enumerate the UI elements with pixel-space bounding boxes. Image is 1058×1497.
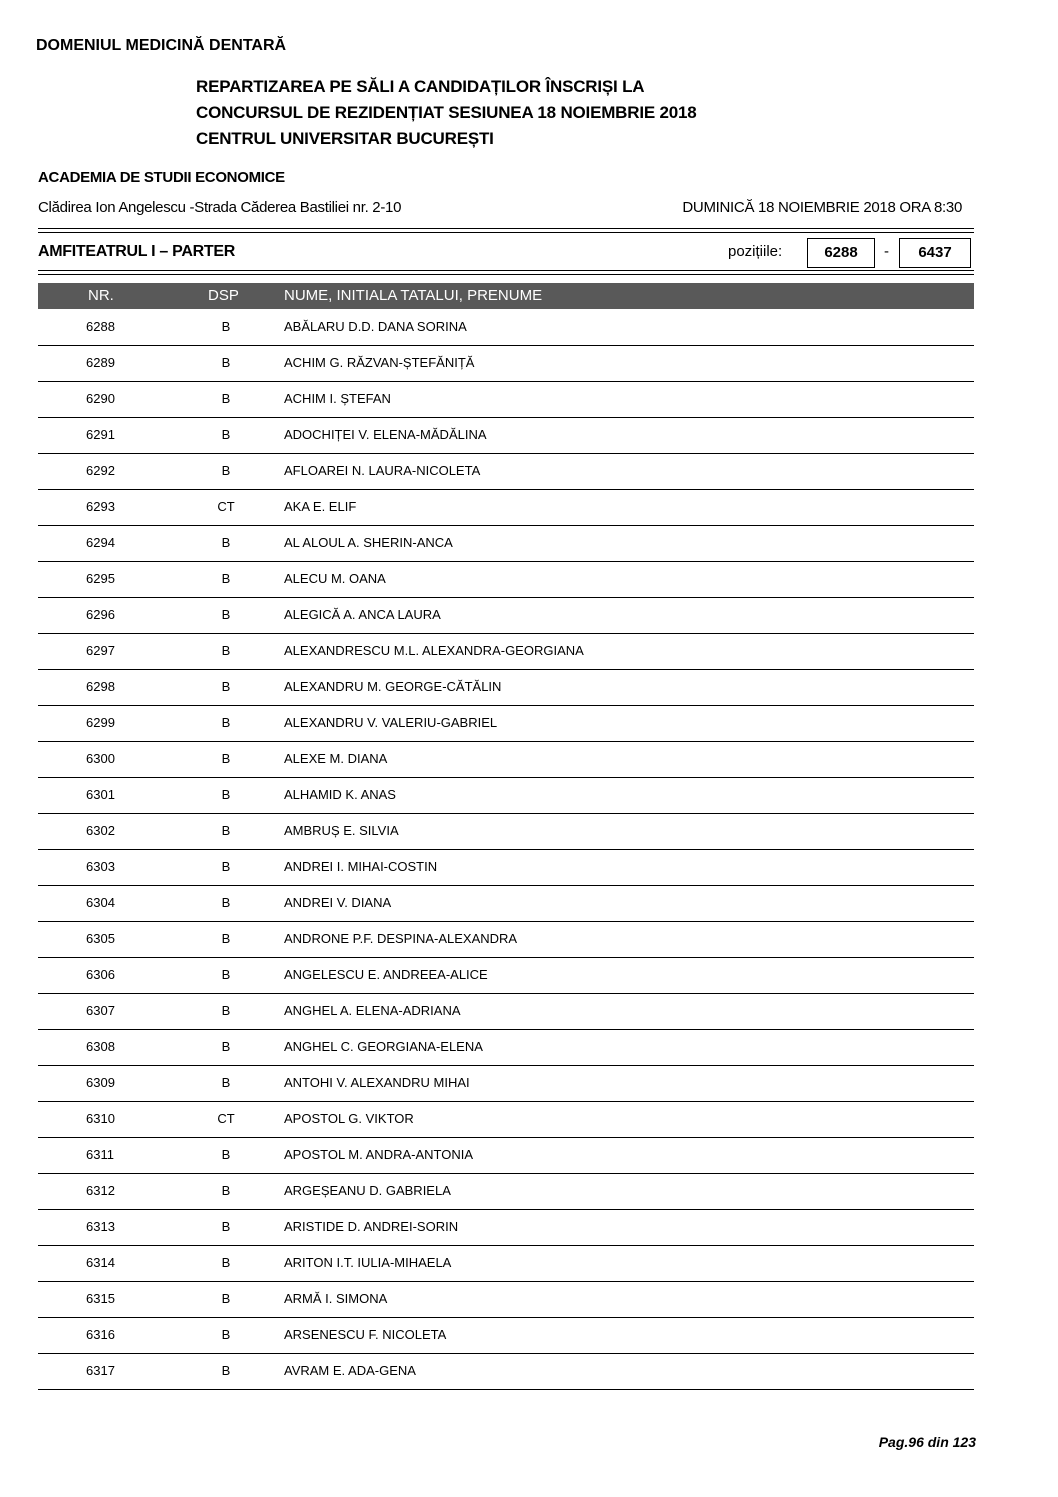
cell-nr: 6296	[86, 607, 115, 622]
divider	[38, 228, 974, 229]
cell-name: AVRAM E. ADA-GENA	[284, 1363, 416, 1378]
cell-nr: 6301	[86, 787, 115, 802]
table-row	[38, 1317, 974, 1354]
table-row	[38, 381, 974, 418]
cell-dsp: B	[221, 1147, 231, 1162]
cell-nr: 6291	[86, 427, 115, 442]
cell-name: ANGHEL C. GEORGIANA-ELENA	[284, 1039, 483, 1054]
table-row	[38, 309, 974, 346]
cell-dsp: B	[221, 1327, 231, 1342]
table-row	[38, 885, 974, 922]
cell-nr: 6305	[86, 931, 115, 946]
table-row	[38, 705, 974, 742]
position-to: 6437	[899, 238, 971, 268]
cell-dsp: B	[221, 931, 231, 946]
cell-nr: 6307	[86, 1003, 115, 1018]
cell-dsp: B	[221, 859, 231, 874]
cell-name: ACHIM G. RĂZVAN-ȘTEFĂNIȚĂ	[284, 355, 475, 370]
cell-dsp: B	[221, 1183, 231, 1198]
cell-name: ARSENESCU F. NICOLETA	[284, 1327, 447, 1342]
cell-nr: 6309	[86, 1075, 115, 1090]
position-from: 6288	[807, 238, 875, 268]
cell-nr: 6292	[86, 463, 115, 478]
cell-name: ANDRONE P.F. DESPINA-ALEXANDRA	[284, 931, 518, 946]
cell-dsp: B	[221, 535, 231, 550]
table-row	[38, 597, 974, 634]
cell-nr: 6314	[86, 1255, 115, 1270]
cell-nr: 6294	[86, 535, 115, 550]
divider	[38, 232, 974, 233]
column-header-name: NUME, INITIALA TATALUI, PRENUME	[284, 287, 543, 304]
cell-nr: 6313	[86, 1219, 115, 1234]
cell-nr: 6300	[86, 751, 115, 766]
table-row	[38, 489, 974, 526]
cell-dsp: B	[221, 967, 231, 982]
table-row	[38, 1173, 974, 1210]
page-number: Pag.96 din 123	[878, 1434, 976, 1450]
title-line-2: CONCURSUL DE REZIDENȚIAT SESIUNEA 18 NOIEMBRIE 2018	[196, 103, 697, 122]
table-row	[38, 921, 974, 958]
table-row	[38, 849, 974, 886]
cell-dsp: B	[221, 571, 231, 586]
cell-nr: 6299	[86, 715, 115, 730]
cell-name: ALEXANDRESCU M.L. ALEXANDRA-GEORGIANA	[284, 643, 584, 658]
cell-nr: 6293	[86, 499, 115, 514]
cell-name: ARMĂ I. SIMONA	[284, 1291, 388, 1306]
cell-dsp: B	[221, 1039, 231, 1054]
table-row	[38, 957, 974, 994]
cell-dsp: B	[221, 823, 231, 838]
institution: ACADEMIA DE STUDII ECONOMICE	[38, 169, 285, 186]
cell-name: ARISTIDE D. ANDREI-SORIN	[284, 1219, 459, 1234]
cell-nr: 6298	[86, 679, 115, 694]
table-row	[38, 993, 974, 1030]
cell-dsp: B	[221, 607, 231, 622]
cell-dsp: B	[221, 787, 231, 802]
cell-name: ABĂLARU D.D. DANA SORINA	[284, 319, 467, 334]
cell-dsp: B	[221, 679, 231, 694]
room-name: AMFITEATRUL I – PARTER	[38, 243, 235, 260]
cell-dsp: B	[221, 427, 231, 442]
cell-nr: 6317	[86, 1363, 115, 1378]
cell-name: APOSTOL M. ANDRA-ANTONIA	[284, 1147, 474, 1162]
cell-dsp: B	[221, 1363, 231, 1378]
cell-nr: 6304	[86, 895, 115, 910]
table-row	[38, 633, 974, 670]
column-header-dsp: DSP	[208, 287, 239, 304]
cell-dsp: B	[221, 1003, 231, 1018]
cell-nr: 6288	[86, 319, 115, 334]
cell-name: ANDREI I. MIHAI-COSTIN	[284, 859, 438, 874]
column-header-nr: NR.	[88, 287, 114, 304]
cell-name: ALHAMID K. ANAS	[284, 787, 396, 802]
table-row	[38, 453, 974, 490]
cell-nr: 6316	[86, 1327, 115, 1342]
cell-dsp: CT	[217, 1111, 235, 1126]
title-line-1: REPARTIZAREA PE SĂLI A CANDIDAȚILOR ÎNSCRIȘI LA	[196, 77, 645, 96]
cell-name: ARITON I.T. IULIA-MIHAELA	[284, 1255, 452, 1270]
cell-dsp: B	[221, 1291, 231, 1306]
cell-dsp: B	[221, 1255, 231, 1270]
cell-name: ALEXANDRU V. VALERIU-GABRIEL	[284, 715, 498, 730]
cell-dsp: B	[221, 1075, 231, 1090]
cell-name: AKA E. ELIF	[284, 499, 357, 514]
cell-nr: 6308	[86, 1039, 115, 1054]
table-row	[38, 1065, 974, 1102]
domain-heading: DOMENIUL MEDICINĂ DENTARĂ	[36, 37, 287, 54]
cell-nr: 6310	[86, 1111, 115, 1126]
positions-label: pozițiile:	[728, 243, 783, 260]
table-row	[38, 813, 974, 850]
cell-name: APOSTOL G. VIKTOR	[284, 1111, 414, 1126]
cell-dsp: B	[221, 895, 231, 910]
table-row	[38, 1245, 974, 1282]
cell-name: AL ALOUL A. SHERIN-ANCA	[284, 535, 453, 550]
table-row	[38, 1029, 974, 1066]
cell-name: ALEXE M. DIANA	[284, 751, 388, 766]
table-row	[38, 1101, 974, 1138]
table-row	[38, 417, 974, 454]
cell-dsp: B	[221, 319, 231, 334]
cell-nr: 6312	[86, 1183, 115, 1198]
cell-dsp: B	[221, 643, 231, 658]
exam-datetime: DUMINICĂ 18 NOIEMBRIE 2018 ORA 8:30	[682, 199, 962, 216]
cell-name: AFLOAREI N. LAURA-NICOLETA	[284, 463, 481, 478]
divider	[38, 270, 974, 271]
table-row	[38, 741, 974, 778]
cell-dsp: B	[221, 355, 231, 370]
cell-name: ANGELESCU E. ANDREEA-ALICE	[284, 967, 488, 982]
table-row	[38, 525, 974, 562]
cell-nr: 6290	[86, 391, 115, 406]
table-row	[38, 1281, 974, 1318]
cell-name: ANTOHI V. ALEXANDRU MIHAI	[284, 1075, 470, 1090]
cell-name: ANGHEL A. ELENA-ADRIANA	[284, 1003, 461, 1018]
cell-name: ARGEȘEANU D. GABRIELA	[284, 1183, 451, 1198]
position-separator: -	[884, 243, 889, 260]
cell-nr: 6302	[86, 823, 115, 838]
cell-dsp: B	[221, 715, 231, 730]
cell-nr: 6303	[86, 859, 115, 874]
cell-nr: 6289	[86, 355, 115, 370]
title-line-3: CENTRUL UNIVERSITAR BUCUREȘTI	[196, 129, 494, 148]
cell-dsp: B	[221, 1219, 231, 1234]
cell-name: ADOCHIȚEI V. ELENA-MĂDĂLINA	[284, 427, 487, 442]
table-row	[38, 669, 974, 706]
cell-nr: 6306	[86, 967, 115, 982]
cell-dsp: B	[221, 391, 231, 406]
cell-name: ALECU M. OANA	[284, 571, 386, 586]
cell-name: ALEXANDRU M. GEORGE-CĂTĂLIN	[284, 679, 502, 694]
table-row	[38, 1137, 974, 1174]
divider	[38, 274, 974, 275]
cell-dsp: CT	[217, 499, 235, 514]
table-row	[38, 561, 974, 598]
cell-nr: 6311	[86, 1147, 114, 1162]
table-row	[38, 1353, 974, 1390]
cell-nr: 6297	[86, 643, 115, 658]
address: Clădirea Ion Angelescu -Strada Căderea Bastiliei nr. 2-10	[38, 199, 402, 216]
cell-nr: 6315	[86, 1291, 115, 1306]
cell-name: ANDREI V. DIANA	[284, 895, 392, 910]
table-row	[38, 345, 974, 382]
cell-dsp: B	[221, 751, 231, 766]
table-header	[38, 283, 974, 309]
cell-name: ACHIM I. ȘTEFAN	[284, 391, 391, 406]
table-row	[38, 1209, 974, 1246]
cell-nr: 6295	[86, 571, 115, 586]
cell-name: AMBRUȘ E. SILVIA	[284, 823, 399, 838]
cell-dsp: B	[221, 463, 231, 478]
cell-name: ALEGICĂ A. ANCA LAURA	[284, 607, 441, 622]
table-row	[38, 777, 974, 814]
